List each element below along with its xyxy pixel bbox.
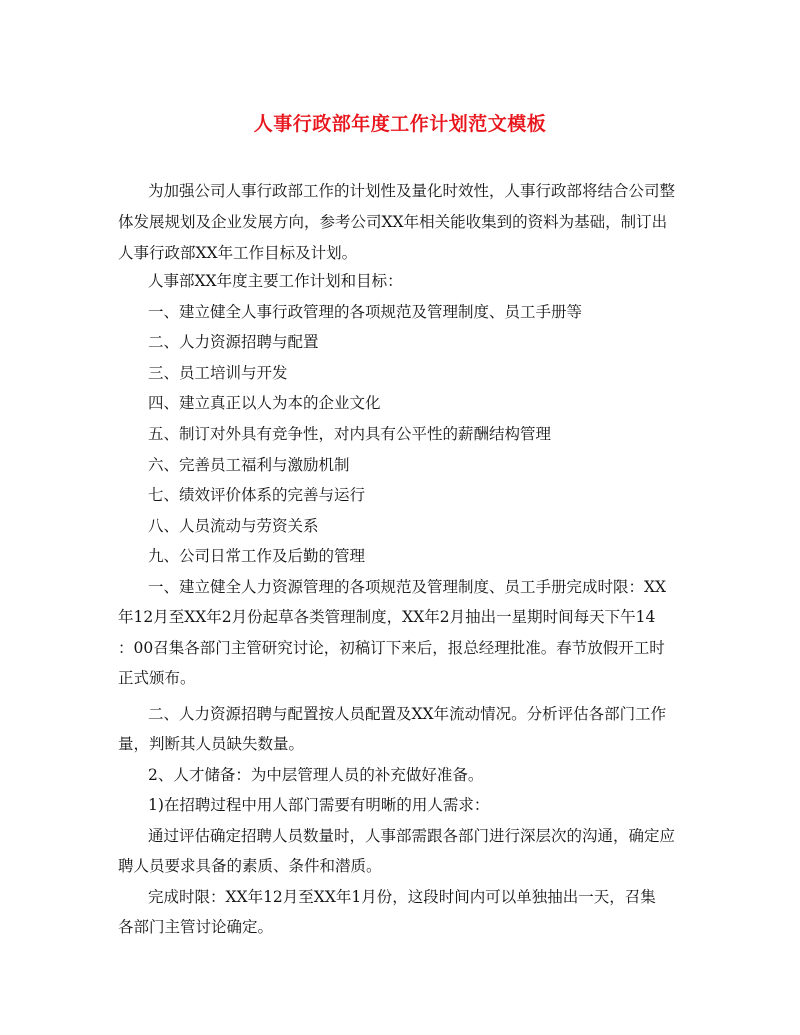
paragraph-line: 人事行政部XX年工作目标及计划。: [118, 244, 358, 262]
list-item: 六、完善员工福利与激励机制: [148, 456, 350, 474]
paragraph-line: 2、人才储备：为中层管理人员的补充做好准备。: [148, 766, 484, 784]
paragraph-line: 人事部XX年度主要工作计划和目标：: [148, 272, 403, 290]
paragraph-line: 二、人力资源招聘与配置按人员配置及XX年流动情况。分析评估各部门工作: [148, 705, 667, 723]
paragraph-line: ：00召集各部门主管研究讨论，初稿订下来后，报总经理批准。春节放假开工时: [118, 639, 665, 657]
list-item: 九、公司日常工作及后勤的管理: [148, 547, 366, 565]
list-item: 八、人员流动与劳资关系: [148, 517, 319, 535]
paragraph-line: 通过评估确定招聘人员数量时，人事部需跟各部门进行深层次的沟通，确定应: [148, 827, 676, 845]
paragraph-line: 1)在招聘过程中用人部门需要有明晰的用人需求：: [148, 796, 490, 814]
list-item: 四、建立真正以人为本的企业文化: [148, 394, 381, 412]
paragraph-line: 完成时限：XX年12月至XX年1月份，这段时间内可以单独抽出一天，召集: [148, 888, 656, 906]
paragraph-line: 年12月至XX年2月份起草各类管理制度，XX年2月抽出一星期时间每天下午14: [118, 608, 656, 626]
list-item: 五、制订对外具有竞争性，对内具有公平性的薪酬结构管理: [148, 425, 552, 443]
list-item: 七、绩效评价体系的完善与运行: [148, 486, 366, 504]
paragraph-line: 聘人员要求具备的素质、条件和潜质。: [118, 857, 382, 875]
paragraph-line: 量，判断其人员缺失数量。: [118, 735, 305, 753]
list-item: 三、员工培训与开发: [148, 364, 288, 382]
list-item: 一、建立健全人事行政管理的各项规范及管理制度、员工手册等: [148, 303, 583, 321]
paragraph-line: 一、建立健全人力资源管理的各项规范及管理制度、员工手册完成时限：XX: [148, 578, 667, 596]
paragraph-line: 各部门主管讨论确定。: [118, 918, 274, 936]
list-item: 二、人力资源招聘与配置: [148, 333, 319, 351]
paragraph-line: 为加强公司人事行政部工作的计划性及量化时效性，人事行政部将结合公司整: [148, 182, 676, 200]
document-title: 人事行政部年度工作计划范文模板: [253, 113, 547, 135]
paragraph-line: 正式颁布。: [118, 669, 196, 687]
paragraph-line: 体发展规划及企业发展方向，参考公司XX年相关能收集到的资料为基础，制订出: [118, 213, 668, 231]
